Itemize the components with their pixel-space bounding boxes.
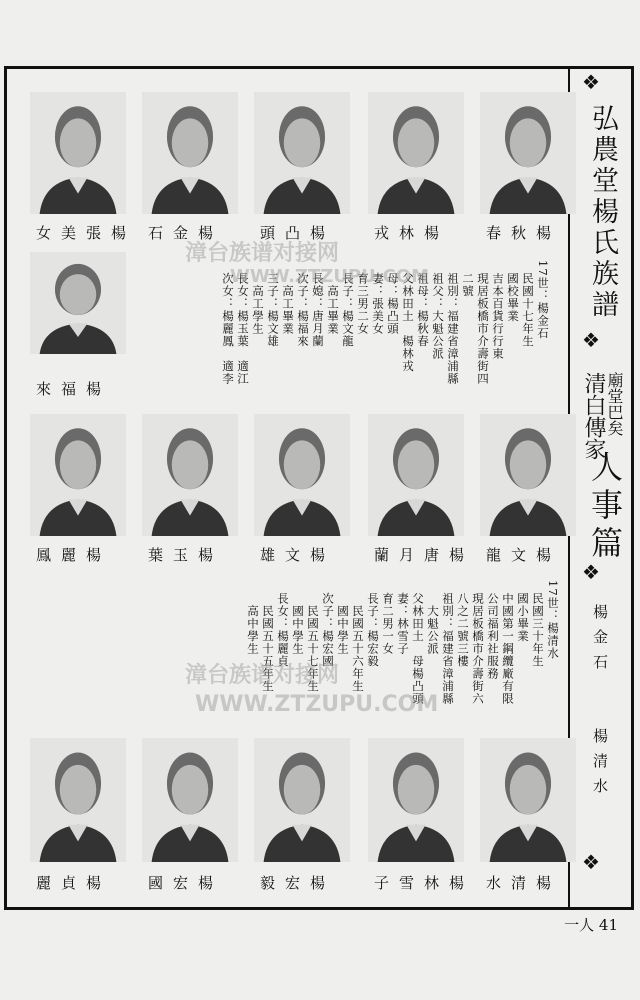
person-silhouette-icon [30,738,126,862]
person-silhouette-icon [368,414,464,536]
bio-line: 次女：楊麗鳳 適李 [221,260,235,385]
bio-line: 妻：張美女 [371,260,385,335]
person-silhouette-icon [142,92,238,214]
portrait-photo [30,738,126,862]
person-silhouette-icon [254,92,350,214]
bio-line: 祖母：楊秋春 [416,260,430,348]
page-number: 一人 41 [564,916,618,934]
portrait-photo [30,92,126,214]
bio-line: 國中學生 [291,580,305,655]
bio-line: 吉本百貨行行東 [491,260,505,360]
portrait-photo [368,92,464,214]
bio-line: 次子：楊宏國 [321,580,335,668]
bio-line: 民國三十年生 [531,580,545,668]
portrait-caption: 楊林雪子 [374,874,475,892]
bio-line: 長女：楊玉葉 適江 [236,260,250,385]
portrait-photo [142,414,238,536]
portrait-photo [368,738,464,862]
bio-line: 高中學生 [246,580,260,655]
sidebar-name: 楊清水 [591,728,609,803]
bio-line: 民國五十六年生 [351,580,365,693]
bio-line: 父林田土 楊林戎 [401,260,415,373]
portrait-caption: 楊張美女 [36,224,137,242]
bio-line: 民國五十七年生 [306,580,320,693]
portrait-caption: 楊唐月蘭 [374,546,475,564]
bio-line: 國校畢業 [506,260,520,323]
bio-line: 三子：楊文雄 [266,260,280,348]
portrait-caption: 楊金石 [148,224,224,242]
bio-line: 高工畢業 [281,260,295,335]
person-silhouette-icon [142,414,238,536]
portrait-caption: 楊貞麗 [36,874,112,892]
watermark-text: 漳台族谱对接网 [185,663,340,688]
person-silhouette-icon [30,414,126,536]
bio-line: 長媳：唐月蘭 [311,260,325,348]
portrait-photo [142,738,238,862]
bio-line: 國小畢業 [516,580,530,643]
bio-line: 父林田土 母楊凸頭 [411,580,425,705]
person-silhouette-icon [254,738,350,862]
section-title: 人事篇 [586,450,624,564]
bio-line: 育三男二女 [356,260,370,335]
bio-line: 17世：楊清水 [546,580,560,660]
portrait-caption: 楊宏毅 [260,874,336,892]
person-silhouette-icon [368,738,464,862]
subtitle-small: 廟堂巴矣 [605,372,624,436]
bio-line: 育二男一女 [381,580,395,655]
watermark-url: WWW.ZTZUPU.COM [195,692,439,717]
bio-line: 長女：楊麗貞 [276,580,290,668]
watermark-text: 漳台族谱对接网 [185,241,340,266]
portrait-caption: 楊凸頭 [260,224,336,242]
portrait-caption: 楊文雄 [260,546,336,564]
portrait-caption: 楊清水 [486,874,562,892]
portrait-caption: 楊林戎 [374,224,450,242]
bio-line: 民國五十五年生 [261,580,275,693]
portrait-photo [480,92,576,214]
diamond-ornament-icon: ❖ [582,850,600,874]
portrait-photo [480,738,576,862]
bio-line: 八之二號三樓 [456,580,470,668]
bio-line: 現居板橋市介壽街六 [471,580,485,705]
person-silhouette-icon [254,414,350,536]
bio-line: 國中學生 [336,580,350,655]
portrait-photo [254,414,350,536]
portrait-photo [30,252,126,354]
portrait-photo [480,414,576,536]
portrait-caption: 楊玉葉 [148,546,224,564]
bio-line: 中國第一鋼纜廠有限 [501,580,515,705]
portrait-photo [368,414,464,536]
watermark-url: WWW.ZTZUPU.COM [230,266,430,287]
book-title: 弘農堂楊氏族譜 [587,104,618,321]
bio-line: 二號 [461,260,475,298]
bio-line: 次子：楊福來 [296,260,310,348]
diamond-ornament-icon: ❖ [582,328,600,352]
bio-line: 祖父：大魁公派 [431,260,445,360]
portrait-caption: 楊秋春 [486,224,562,242]
portrait-caption: 楊麗鳳 [36,546,112,564]
person-silhouette-icon [30,252,126,354]
person-silhouette-icon [368,92,464,214]
family-motto: 清白傳家 [581,372,606,460]
portrait-caption: 楊文龍 [486,546,562,564]
sidebar-name: 楊金石 [591,604,609,679]
bio-line: 母：楊凸頭 [386,260,400,335]
person-silhouette-icon [480,738,576,862]
bio-line: 現居板橋市介壽街四 [476,260,490,385]
person-silhouette-icon [480,414,576,536]
bio-line: 長子：楊文龍 [341,260,355,348]
portrait-photo [254,738,350,862]
portrait-photo [30,414,126,536]
portrait-caption: 楊宏國 [148,874,224,892]
portrait-caption: 楊福來 [36,380,112,398]
bio-line: 大魁公派 [426,580,440,655]
bio-line: 高工畢業 [326,260,340,335]
bio-line: 祖別：福建省漳浦縣 [441,580,455,705]
bio-line: 17世：楊金石 [536,260,550,340]
person-silhouette-icon [142,738,238,862]
bio-line: 妻：林雪子 [396,580,410,655]
portrait-photo [142,92,238,214]
bio-line: 長子：楊宏毅 [366,580,380,668]
bio-line: 公司福利社服務 [486,580,500,680]
bio-line: 民國十七年生 [521,260,535,348]
diamond-ornament-icon: ❖ [582,70,600,94]
person-silhouette-icon [30,92,126,214]
diamond-ornament-icon: ❖ [582,560,600,584]
bio-line: 高工學生 [251,260,265,335]
bio-line: 祖別：福建省漳浦縣 [446,260,460,385]
person-silhouette-icon [480,92,576,214]
portrait-photo [254,92,350,214]
